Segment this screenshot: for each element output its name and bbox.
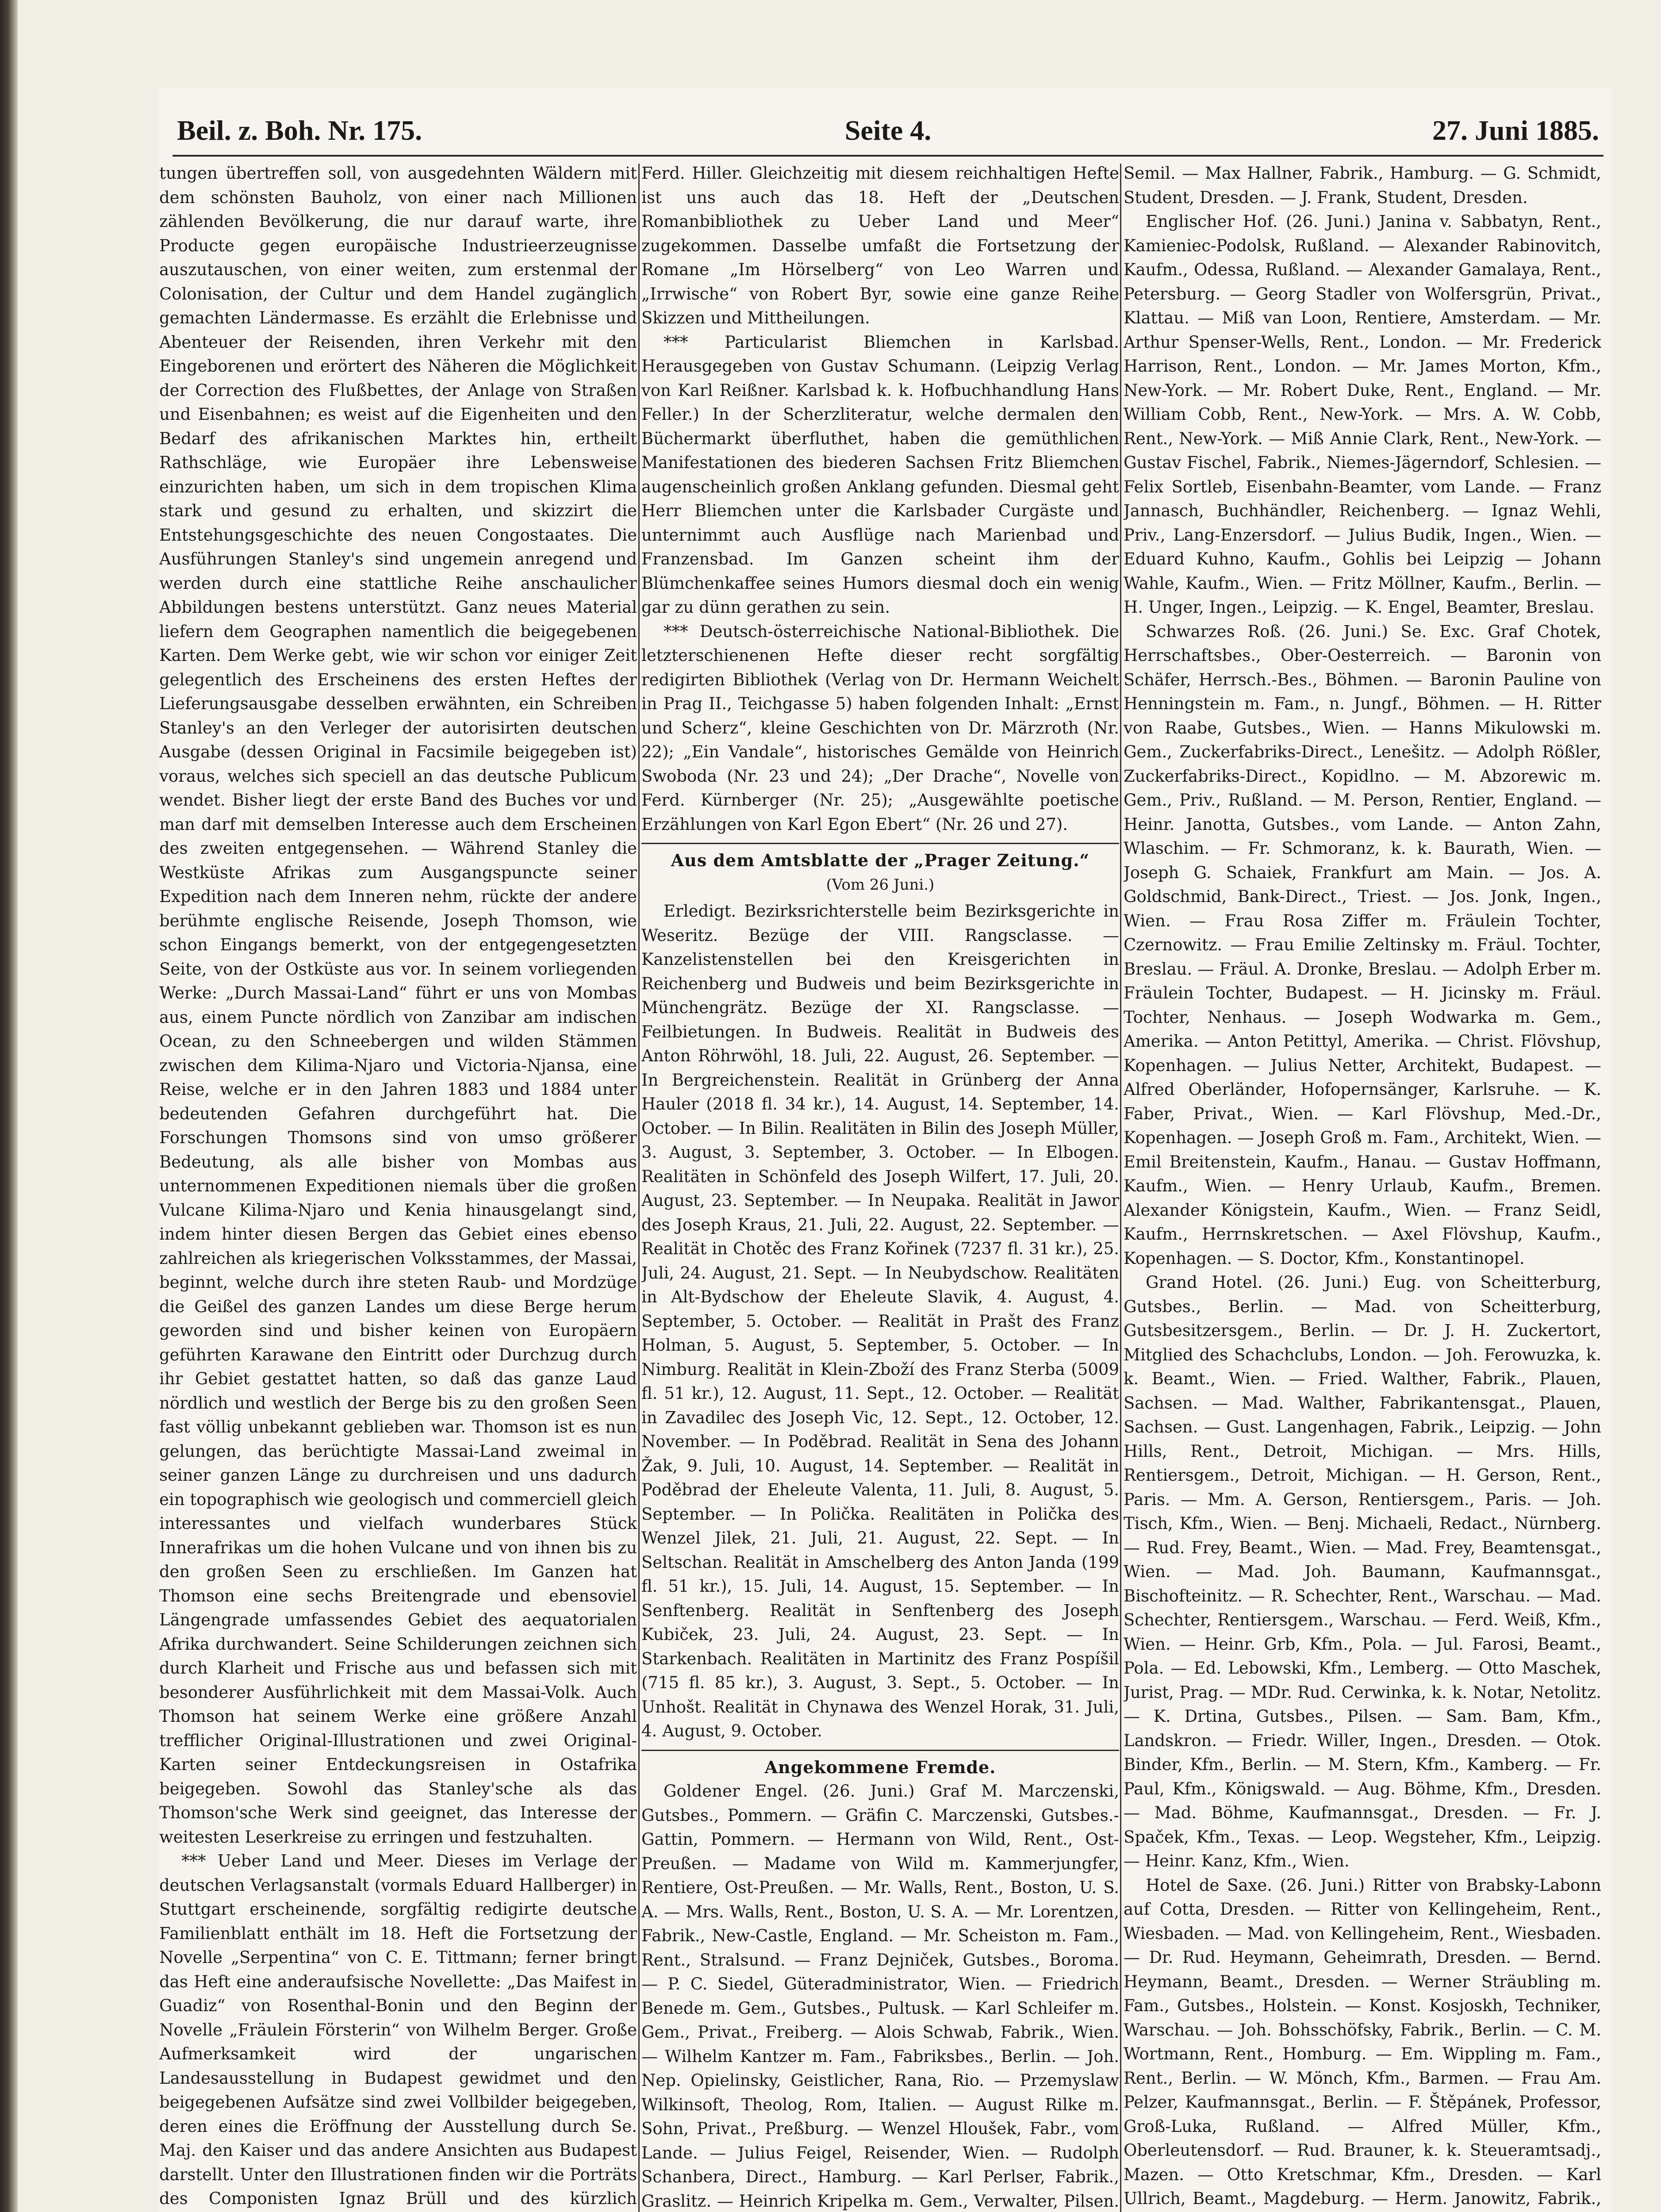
header-page-number: Seite 4. [844, 115, 932, 146]
header-rule [173, 155, 1603, 157]
article-paragraph: *** Particularist Bliemchen in Karlsbad. Herausgegeben von Gustav Schumann. (Leipzig Verlag von Karl Reißner. Karlsbad k. k. Hofbuchhandlung Hans Feller.) In der Scherzliteratur, welche dermalen den Büchermarkt überfluthet, haben die gemüthlichen Manifestationen des biederen Sachsen Fritz Bliemchen augenscheinlich großen Anklang gefunden. Diesmal geht Herr Bliemchen unter die Karlsbader Curgäste und unternimmt auch Ausflüge nach Marienbad und Franzensbad. Im Ganzen scheint ihm der Blümchenkaffee seines Humors diesmal doch ein wenig gar zu dünn gerathen zu sein. [641, 332, 1119, 617]
article-paragraph: Ferd. Hiller. Gleichzeitig mit diesem reichhaltigen Hefte ist uns auch das 18. Heft der „Deutschen Romanbibliothek zu Ueber Land und Meer“ zugekommen. Dasselbe umfaßt die Fortsetzung der Romane „Im Hörselberg“ von Leo Warren und „Irrwische“ von Robert Byr, sowie eine ganze Reihe Skizzen und Mittheilungen. [641, 164, 1119, 327]
book-binding-edge [0, 0, 18, 2212]
page-header [177, 106, 1599, 155]
column-3 [1124, 161, 1601, 2212]
article-paragraph: *** Deutsch-österreichische National-Bibliothek. Die letzterschienenen Hefte dieser recht sorgfältig redigirten Bibliothek (Verlag von Dr. Hermann Weichelt in Prag II., Teichgasse 5) haben folgenden Inhalt: „Ernst und Scherz“, kleine Geschichten von Dr. Märzroth (Nr. 22); „Ein Vandale“, historisches Gemälde von Heinrich Swoboda (Nr. 23 und 24); „Der Drache“, Novelle von Ferd. Kürnberger (Nr. 25); „Ausgewählte poetische Erzählungen von Karl Egon Ebert“ (Nr. 26 und 27). [641, 622, 1119, 834]
column-2 [641, 161, 1119, 2212]
section-rule [641, 1750, 1119, 1751]
article-paragraph: *** Ueber Land und Meer. Dieses im Verlage der deutschen Verlagsanstalt (vormals Eduard Hallberger) in Stuttgart erscheinende, sorgfältig redigirte deutsche Familienblatt enthält im 18. Heft die Fortsetzung der Novelle „Serpentina“ von C. E. Tittmann; ferner bringt das Heft eine anderaufsische Novellette: „Das Maifest in Guadiz“ von Rosenthal-Bonin und den Beginn der Novelle „Fräulein Försterin“ von Wilhelm Berger. Große Aufmerksamkeit wird der ungarischen Landesausstellung in Budapest gewidmet und den beigegebenen Aufsätze sind zwei Vollbilder beigegeben, deren eines die Eröffnung der Ausstellung durch Se. Maj. den Kaiser und das andere Ansichten aus Budapest darstellt. Unter den Illustrationen finden wir die Porträts des Componisten Ignaz Brüll und des kürzlich [159, 1851, 637, 2208]
section-title-fremde: Angekommene Fremde. [764, 1757, 996, 1777]
section-date: (Vom 26 Juni.) [826, 876, 935, 894]
newspaper-page [159, 88, 1612, 2212]
guest-list-entry: Hotel de Saxe. (26. Juni.) Ritter von Brabsky-Labonn auf Cotta, Dresden. — Ritter von Kellingeheim, Rent., Wiesbaden. — Mad. von Kellingeheim, Rent., Wiesbaden. — Dr. Rud. Heymann, Geheimrath, Dresden. — Bernd. Heymann, Beamt., Dresden. — Werner Sträubling m. Fam., Gutsbes., Holstein. — Konst. Kosjoskh, Techniker, Warschau. — Joh. Bohsschöfsky, Fabrik., Berlin. — C. M. Wortmann, Rent., Homburg. — Em. Wippling m. Fam., Rent., Berlin. — W. Mönch, Kfm., Barmen. — Frau Am. Pelzer, Kaufmannsgat., Berlin. — F. Štěpánek, Professor, Groß-Luka, Rußland. — Alfred Müller, Kfm., Oberleutensdorf. — Rud. Brauner, k. k. Steueramtsadj., Mazen. — Otto Kretschmar, Kfm., Dresden. — Karl Ullrich, Beamt., Magdeburg. — Herm. Janowitz, Fabrik., [1124, 1875, 1601, 2208]
column-separator [638, 164, 640, 2212]
guest-list-entry: Englischer Hof. (26. Juni.) Janina v. Sabbatyn, Rent., Kamieniec-Podolsk, Rußland. — Alexander Rabinovitch, Kaufm., Odessa, Rußland. — Alexander Gamalaya, Rent., Petersburg. — Georg Stadler von Wolfersgrün, Privat., Klattau. — Miß van Loon, Rentiere, Amsterdam. — Mr. Arthur Spenser-Wells, Rent., London. — Mr. Frederick Harrison, Rent., London. — Mr. James Morton, Kfm., New-York. — Mr. Robert Duke, Rent., England. — Mr. William Cobb, Rent., New-York. — Mrs. A. W. Cobb, Rent., New-York. — Miß Annie Clark, Rent., New-York. — Gustav Fischel, Fabrik., Niemes-Jägerndorf, Schlesien. — Felix Sortleb, Eisenbahn-Beamter, vom Lande. — Franz Jannasch, Buchhändler, Reichenberg. — Ignaz Wehli, Priv., Lang-Enzersdorf. — Julius Budik, Ingen., Wien. — Eduard Kuhno, Kaufm., Gohlis bei Leipzig — Johann Wahle, Kaufm., Wien. — Fritz Möllner, Kaufm., Berlin. — H. Unger, Ingen., Leipzig. — K. Engel, Beamter, Breslau. [1124, 212, 1601, 617]
guest-list-entry: Grand Hotel. (26. Juni.) Eug. von Scheitterburg, Gutsbes., Berlin. — Mad. von Scheitterburg, Gutsbesitzersgem., Berlin. — Dr. J. H. Zuckertort, Mitglied des Schachclubs, London. — Joh. Ferowuzka, k. k. Beamt., Wien. — Fried. Walther, Fabrik., Plauen, Sachsen. — Mad. Walther, Fabrikantensgat., Plauen, Sachsen. — Gust. Langenhagen, Fabrik., Leipzig. — John Hills, Rent., Detroit, Michigan. — Mrs. Hills, Rentiersgem., Detroit, Michigan. — H. Gerson, Rent., Paris. — Mm. A. Gerson, Rentiersgem., Paris. — Joh. Tisch, Kfm., Wien. — Benj. Michaeli, Redact., Nürnberg. — Rud. Frey, Beamt., Wien. — Mad. Frey, Beamtensgat., Wien. — Mad. Joh. Baumann, Kaufmannsgat., Bischofteinitz. — R. Schechter, Rent., Warschau. — Mad. Schechter, Rentiersgem., Warschau. — Ferd. Weiß, Kfm., Wien. — Heinr. Grb, Kfm., Pola. — Jul. Farosi, Beamt., Pola. — Ed. Lebowski, Kfm., Lemberg. — Otto Maschek, Jurist, Prag. — MDr. Rud. Cerwinka, k. k. Notar, Netolitz. — K. Drtina, Gutsbes., Pilsen. — Sam. Bam, Kfm., Landskron. — Friedr. Willer, Ingen., Dresden. — Otok. Binder, Kfm., Berlin. — M. Stern, Kfm., Kamberg. — Fr. Paul, Kfm., Königswald. — Aug. Böhme, Kfm., Dresden. — Mad. Böhme, Kaufmannsgat., Dresden. — Fr. J. Spaček, Kfm., Texas. — Leop. Wegsteher, Kfm., Leipzig. — Heinr. Kanz, Kfm., Wien. [1124, 1273, 1601, 1870]
guest-list-entry: Semil. — Max Hallner, Fabrik., Hamburg. — G. Schmidt, Student, Dresden. — J. Frank, Student, Dresden. [1124, 164, 1601, 207]
article-paragraph: tungen übertreffen soll, von ausgedehnten Wäldern mit dem schönsten Bauholz, von einer nach Millionen zählenden Bevölkerung, die nur darauf warte, ihre Producte gegen europäische Industrieerzeugnisse auszutauschen, von einer weiten, zum erstenmal der Colonisation, der Cultur und dem Handel zugänglich gemachten Ländermasse. Es erzählt die Erlebnisse und Abenteuer der Reisenden, ihren Verkehr mit den Eingeborenen und erörtert des Näheren die Möglichkeit der Correction des Flußbettes, der Anlage von Straßen und Eisenbahnen; es weist auf die Eigenheiten und den Bedarf des afrikanischen Marktes hin, ertheilt Rathschläge, wie Europäer ihre Lebensweise einzurichten haben, um sich in dem tropischen Klima stark und gesund zu erhalten, und skizzirt die Entstehungsgeschichte des neuen Congostaates. Die Ausführungen Stanley's sind ungemein anregend und werden durch eine stattliche Reihe anschaulicher Abbildungen bestens unterstützt. Ganz neues Material liefern dem Geographen namentlich die beigegebenen Karten. Dem Werke gebt, wie wir schon vor einiger Zeit gelegentlich des Erscheinens des ersten Heftes der Lieferungsausgabe desselben erwähnten, ein Schreiben Stanley's an den Verleger der autorisirten deutschen Ausgabe (dessen Original in Facsimile beigegeben ist) voraus, welches sich speciell an das deutsche Publicum wendet. Bisher liegt der erste Band des Buches vor und man darf mit demselben Interesse auch dem Erscheinen des zweiten entgegensehen. — Während Stanley die Westküste Afrikas zum Ausgangspuncte seiner Expedition nach dem Inneren nehm, rückte der andere berühmte englische Reisende, Joseph Thomson, wie schon Eingangs bemerkt, von der entgegengesetzten Seite, von der Ostküste aus vor. In seinem vorliegenden Werke: „Durch Massai-Land“ führt er uns von Mombas aus, einem Puncte nördlich von Zanzibar am indischen Ocean, zu den Schneebergen und wilden Stämmen zwischen dem Kilima-Njaro und Victoria-Njansa, eine Reise, welche er in den Jahren 1883 und 1884 unter bedeutenden Gefahren durchgeführt hat. Die Forschungen Thomsons sind von umso größerer Bedeutung, als alle bisher von Mombas aus unternommenen Expeditionen niemals über die großen Vulcane Kilima-Njaro und Kenia hinausgelangt sind, indem hinter diesen Bergen das Gebiet eines ebenso zahlreichen als kriegerischen Volksstammes, der Massai, beginnt, welche durch ihre steten Raub- und Mordzüge die Geißel des ganzen Landes um diese Berge herum geworden sind und bisher keinen von Europäern geführten Karawane den Eintritt oder Durchzug durch ihr Gebiet gestattet hatten, so daß das ganze Laud nördlich und westlich der Berge bis zu den großen Seen fast völlig unbekannt geblieben war. Thomson ist es nun gelungen, das berüchtigte Massai-Land zweimal in seiner ganzen Länge zu durchreisen und uns dadurch ein topographisch wie geologisch und commerciell gleich interessantes und vielfach wunderbares Stück Innerafrikas um die hohen Vulcane und von ihnen bis zu den großen Seen zu erschließen. Im Ganzen hat Thomson eine sechs Breitengrade und ebensoviel Längengrade umfassendes Gebiet des aequatorialen Afrika durchwandert. Seine Schilderungen zeichnen sich durch Klarheit und Frische aus und befassen sich mit besonderer Ausführlichkeit mit dem Massai-Volk. Auch Thomson hat seinem Werke eine größere Anzahl trefflicher Original-Illustrationen und zwei Original-Karten seiner Entdeckungsreisen in Ostafrika beigegeben. Sowohl das Stanley'sche als das Thomson'sche Werk sind geeignet, das Interesse der weitesten Leserkreise zu erringen und festzuhalten. [159, 164, 637, 1847]
column-1 [159, 161, 637, 2212]
header-supplement-number: Beil. z. Boh. Nr. 175. [177, 115, 422, 146]
header-date: 27. Juni 1885. [1432, 115, 1599, 146]
column-separator [1120, 164, 1121, 2212]
section-title-amtsblatt: Aus dem Amtsblatte der „Prager Zeitung.“ [671, 850, 1090, 870]
guest-list-entry: Schwarzes Roß. (26. Juni.) Se. Exc. Graf Chotek, Herrschaftsbes., Ober-Oesterreich. — Baronin von Schäfer, Herrsch.-Bes., Böhmen. — Baronin Pauline von Henningstein m. Fam., n. Jungf., Böhmen. — H. Ritter von Raabe, Gutsbes., Wien. — Hanns Mikulowski m. Gem., Zuckerfabriks-Direct., Lenešitz. — Adolph Rößler, Zuckerfabriks-Direct., Kopidlno. — M. Abzorewic m. Gem., Priv., Rußland. — M. Person, Rentier, England. — Heinr. Janotta, Gutsbes., vom Lande. — Anton Zahn, Wlaschim. — Fr. Schmoranz, k. k. Baurath, Wien. — Joseph G. Schaiek, Frankfurt am Main. — Jos. A. Goldschmid, Bank-Direct., Triest. — Jos. Jonk, Ingen., Wien. — Frau Rosa Ziffer m. Fräulein Tochter, Czernowitz. — Frau Emilie Zeltinsky m. Fräul. Tochter, Breslau. — Fräul. A. Dronke, Breslau. — Adolph Erber m. Fräulein Tochter, Budapest. — H. Jicinsky m. Fräul. Tochter, Nenhaus. — Joseph Wodwarka m. Gem., Amerika. — Anton Petittyl, Amerika. — Christ. Flövshup, Kopenhagen. — Julius Netter, Architekt, Budapest. — Alfred Oberländer, Hofopernsänger, Karlsruhe. — K. Faber, Privat., Wien. — Karl Flövshup, Med.-Dr., Kopenhagen. — Joseph Groß m. Fam., Architekt, Wien. — Emil Breitenstein, Kaufm., Hanau. — Gustav Hoffmann, Kaufm., Wien. — Henry Urlaub, Kaufm., Bremen. Alexander Königstein, Kaufm., Wien. — Franz Seidl, Kaufm., Herrnskretschen. — Axel Flövshup, Kaufm., Kopenhagen. — S. Doctor, Kfm., Konstantinopel. [1124, 622, 1601, 1268]
section-rule [641, 843, 1119, 844]
guest-list-entry: Goldener Engel. (26. Juni.) Graf M. Marczenski, Gutsbes., Pommern. — Gräfin C. Marczenski, Gutsbes.-Gattin, Pommern. — Hermann von Wild, Rent., Ost-Preußen. — Madame von Wild m. Kammerjungfer, Rentiere, Ost-Preußen. — Mr. Walls, Rent., Boston, U. S. A. — Mrs. Walls, Rent., Boston, U. S. A. — Mr. Lorentzen, Fabrik., New-Castle, England. — Mr. Scheiston m. Fam., Rent., Stralsund. — Franz Dejniček, Gutsbes., Boroma. — P. C. Siedel, Güteradministrator, Wien. — Friedrich Benede m. Gem., Gutsbes., Pultusk. — Karl Schleifer m. Gem., Privat., Freiberg. — Alois Schwab, Fabrik., Wien. — Wilhelm Kantzer m. Fam., Fabriksbes., Berlin. — Joh. Nep. Opielinsky, Geistlicher, Rana, Rio. — Przemyslaw Wilkinsoft, Theolog, Rom, Italien. — August Rilke m. Sohn, Privat., Preßburg. — Wenzel Hloušek, Fabr., vom Lande. — Julius Feigel, Reisender, Wien. — Rudolph Schanbera, Direct., Hamburg. — Karl Perlser, Fabrik., Graslitz. — Heinrich Kripelka m. Gem., Verwalter, Pilsen. [641, 1782, 1119, 2211]
official-notices: Erledigt. Bezirksrichterstelle beim Bezirksgerichte in Weseritz. Bezüge der VIII. Rangsclasse. — Kanzelistenstellen bei den Kreisgerichten in Reichenberg und Budweis und beim Bezirksgerichte in Münchengrätz. Bezüge der XI. Rangsclasse. — Feilbietungen. In Budweis. Realität in Budweis des Anton Röhrwöhl, 18. Juli, 22. August, 26. September. — In Bergreichenstein. Realität in Grünberg der Anna Hauler (2018 fl. 34 kr.), 14. August, 14. September, 14. October. — In Bilin. Realitäten in Bilin des Joseph Müller, 3. August, 3. September, 3. October. — In Elbogen. Realitäten in Schönfeld des Joseph Wilfert, 17. Juli, 20. August, 23. September. — In Neupaka. Realität in Jawor des Joseph Kraus, 21. Juli, 22. August, 22. September. — Realität in Chotěc des Franz Kořinek (7237 fl. 31 kr.), 25. Juli, 24. August, 21. Sept. — In Neubydschow. Realitäten in Alt-Bydschow der Eheleute Slavik, 4. August, 4. September, 5. October. — Realität in Prašt des Franz Holman, 5. August, 5. September, 5. October. — In Nimburg. Realität in Klein-Zboží des Franz Sterba (5009 fl. 51 kr.), 12. August, 11. Sept., 12. October. — Realität in Zavadilec des Joseph Vic, 12. Sept., 12. October, 12. November. — In Poděbrad. Realität in Sena des Johann Žak, 9. Juli, 10. August, 14. September. — Realität in Poděbrad der Eheleute Valenta, 11. Juli, 8. August, 5. September. — In Polička. Realitäten in Polička des Wenzel Jilek, 21. Juli, 21. August, 22. Sept. — In Seltschan. Realität in Amschelberg des Anton Janda (199 fl. 51 kr.), 15. Juli, 14. August, 15. September. — In Senftenberg. Realität in Senftenberg des Joseph Kubiček, 23. Juli, 24. August, 23. Sept. — In Starkenbach. Realitäten in Martinitz des Franz Pospíšil (715 fl. 85 kr.), 3. August, 3. Sept., 5. October. — In Unhošt. Realität in Chynawa des Wenzel Horak, 31. Juli, 4. August, 9. October. [641, 902, 1119, 1740]
